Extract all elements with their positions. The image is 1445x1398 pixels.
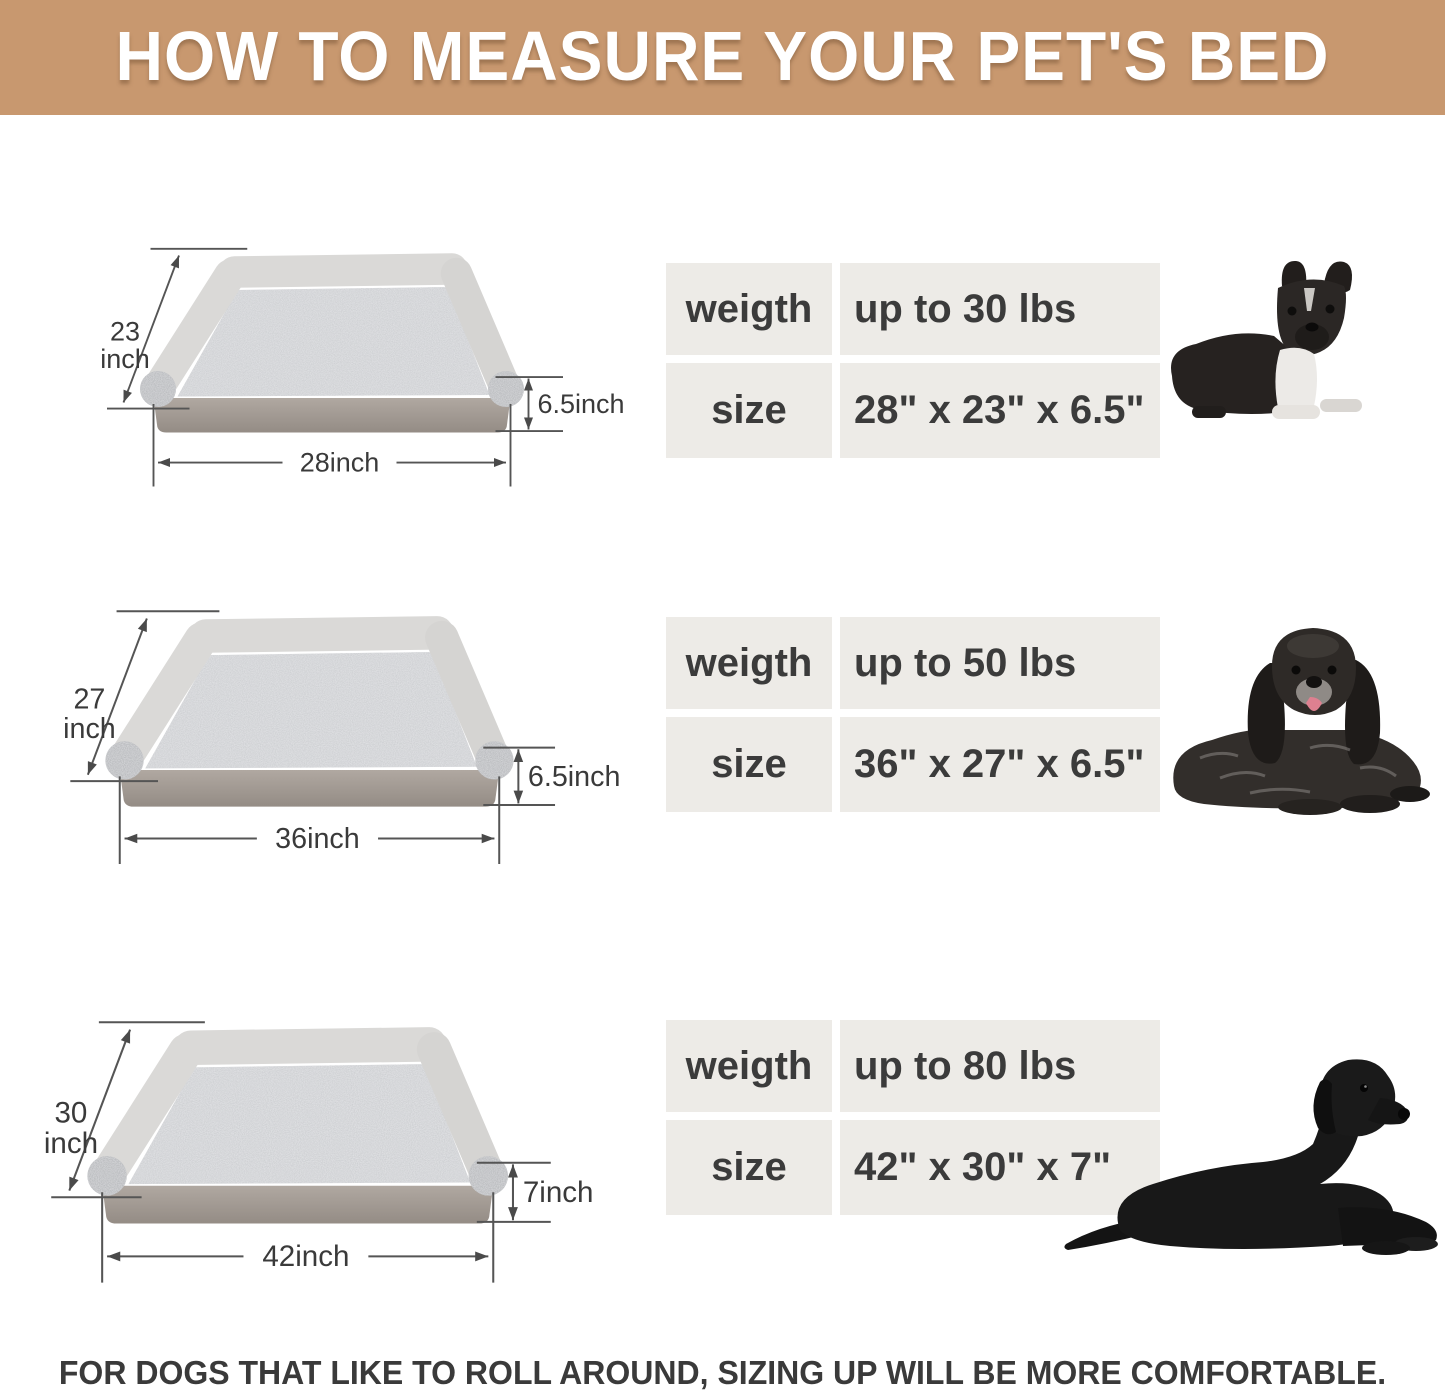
spec-table-medium [666, 617, 1160, 812]
size-value-cell [840, 363, 1160, 458]
size-label: size [711, 1145, 787, 1189]
depth-value-label: 27 [73, 683, 106, 716]
header-banner [0, 0, 1445, 115]
depth-value-label: 23 [109, 316, 141, 347]
size-value: 28" x 23" x 6.5" [854, 388, 1145, 432]
page-title: HOW TO MEASURE YOUR PET'S BED [115, 17, 1330, 95]
size-value-cell [840, 717, 1160, 812]
bed-diagram-medium [40, 585, 630, 872]
depth-unit-label: inch [63, 713, 116, 746]
height-label: 6.5inch [527, 760, 621, 793]
depth-value-label: 30 [54, 1096, 88, 1130]
weight-label-cell [666, 617, 832, 709]
depth-unit-label: inch [100, 344, 150, 374]
weight-label-cell [666, 263, 832, 355]
weight-label: weigth [685, 1043, 813, 1088]
dog-photo-cocker-spaniel [1160, 618, 1440, 818]
width-label: 42inch [262, 1240, 350, 1274]
size-label-cell [666, 363, 832, 458]
height-label: 7inch [522, 1176, 594, 1210]
width-label: 36inch [275, 823, 360, 856]
dog-photo-black-labrador [1058, 1048, 1445, 1263]
weight-value-cell [840, 263, 1160, 355]
depth-unit-label: inch [43, 1126, 99, 1160]
weight-label: weigth [685, 640, 813, 685]
width-label: 28inch [299, 447, 380, 478]
weight-value: up to 50 lbs [854, 640, 1077, 685]
bed-diagram-large [20, 995, 628, 1291]
size-label-cell [666, 717, 832, 812]
size-label: size [711, 388, 787, 432]
weight-label: weigth [685, 286, 813, 331]
weight-value: up to 30 lbs [854, 286, 1077, 331]
spec-table-small [666, 263, 1160, 458]
weight-value-cell [840, 617, 1160, 709]
size-label: size [711, 742, 787, 786]
weight-value: up to 80 lbs [854, 1043, 1077, 1088]
size-value: 42" x 30" x 7" [854, 1145, 1112, 1189]
dog-photo-french-bulldog [1162, 258, 1372, 423]
weight-label-cell [666, 1020, 832, 1112]
footer-note: FOR DOGS THAT LIKE TO ROLL AROUND, SIZING UP WILL BE MORE COMFORTABLE. [58, 1354, 1387, 1391]
size-label-cell [666, 1120, 832, 1215]
size-value: 36" x 27" x 6.5" [854, 742, 1145, 786]
bed-diagram-small [78, 224, 634, 494]
height-label: 6.5inch [537, 389, 625, 419]
